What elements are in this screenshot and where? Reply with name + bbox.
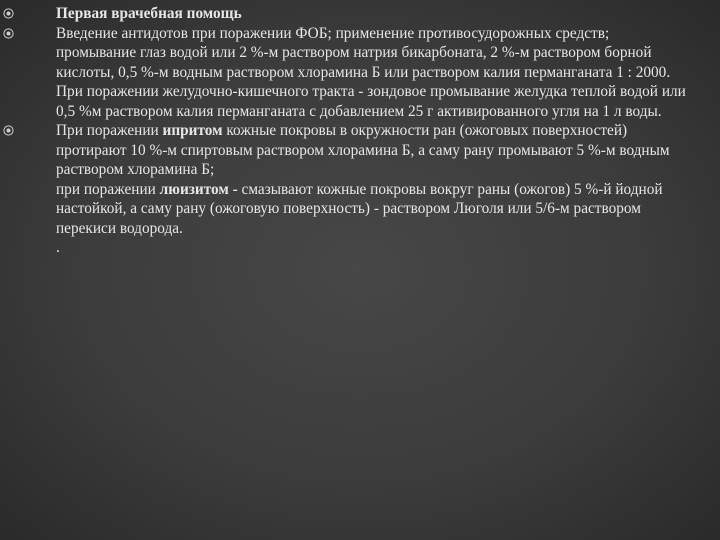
list-item — [56, 24, 686, 122]
list-item — [56, 121, 686, 258]
circled-dot-icon — [3, 125, 14, 136]
item-paragraph: . — [56, 239, 60, 256]
slide-content — [56, 4, 686, 258]
circled-dot-icon — [3, 8, 14, 19]
bold-term: люизитом - — [159, 180, 238, 198]
text-run: кожные покровы в окружности ран (ожоговых поверхностей) протирают 10 %-м спиртовым раствором хлорамина Б, а саму рану промывают 5 %-м водным раствором хлорамина Б; — [56, 122, 670, 178]
text-run: При поражении — [56, 122, 163, 139]
item-paragraph — [56, 180, 686, 239]
text-run: смазывают кожные покровы вокруг раны (ожогов) 5 %-й йодной настойкой, а саму рану (ожоговую поверхность) - раствором Люголя или 5/6-м раствором перекиси водорода. — [56, 180, 663, 237]
bold-term: ипритом — [162, 122, 223, 139]
item-title: Первая врачебная помощь — [56, 5, 242, 22]
list-item — [56, 4, 686, 24]
item-paragraph — [56, 121, 686, 180]
item-text: Введение антидотов при поражении ФОБ; применение противосудорожных средств; промывание глаз водой или 2 %-м раствором натрия бикарбоната, 2 %-м раствором борной кислоты, 0,5 %-м водным раствором хлорамина Б или раствором калия перманганата 1 : 2000. При поражении желудочно-кишечного тракта - зондовое промывание желудка теплой водой или 0,5 %м раствором калия перманганата с добавлением 25 г активированного угля на 1 л воды. — [56, 24, 686, 120]
circled-dot-icon — [3, 28, 14, 39]
text-run: при поражении — [56, 180, 160, 198]
